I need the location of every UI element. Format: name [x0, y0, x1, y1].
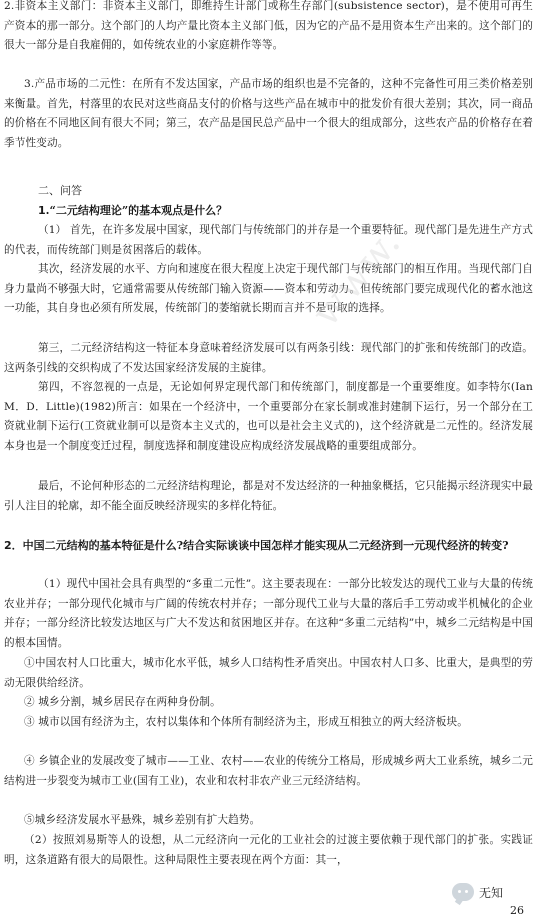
- question-number: 1: [38, 204, 46, 217]
- watermark: www.: [303, 219, 410, 335]
- page-number: 26: [510, 904, 524, 917]
- question-text: ．中国二元结构的基本特征是什么?结合实际谈谈中国怎样才能实现从二元经济到一元现代经济的转变?: [11, 539, 509, 552]
- paragraph-product-market-duality: 3.产品市场的二元性：在所有不发达国家，产品市场的组织也是不完备的，这种不完备性可用三类价格差别来衡量。首先，村落里的农民对这些商品支付的价格与这些产品在城市中的批发价有很大差别；其次，同一商品的价格在不同地区间有很大不同；第三，农产品是国民总产品中一个很大的组成部分，这些农产品的价格存在着季节性变动。: [4, 78, 533, 149]
- question-1-heading: [38, 202, 533, 218]
- section-title: 二、问答: [38, 184, 82, 197]
- q1-paragraph-4: 第四，不容忽视的一点是，无论如何界定现代部门和传统部门，制度都是一个重要维度。如李特尔(Ian M．D．Little)(1982)所言：如果在一个经济中，一个重要部分在家长制或准封建制下运行，另一个部分在工资就业制下运行(工资就业制可以是资本主义式的，也可以是社会主义式的)，这个经济就是二元性的。经济发展本身也是一个制度变迁过程，制度选择和制度建设应构成经济发展战略的重要组成部分。: [4, 381, 533, 452]
- source-label: 无知: [479, 885, 504, 900]
- q1-paragraph-3: 第三，二元经济结构这一特征本身意味着经济发展可以有两条引线：现代部门的扩张和传统部门的改造。这两条引线的交织构成了不发达国家经济发展的主旋律。: [4, 342, 533, 374]
- q1-paragraph-5: 最后，不论何种形态的二元经济结构理论，都是对不发达经济的一种抽象概括，它只能揭示经济现实中最引人注目的轮廓，却不能全面反映经济现实的多样化特征。: [4, 480, 533, 512]
- q2-item-5: ⑤城乡经济发展水平悬殊，城乡差别有扩大趋势。: [24, 814, 261, 826]
- q2-item-1: ①中国农村人口比重大，城市化水平低，城乡人口结构性矛盾突出。中国农村人口多、比重大，是典型的劳动无限供给经济。: [4, 657, 533, 689]
- question-number: 2: [4, 539, 12, 552]
- q2-item-2: ② 城乡分割，城乡居民存在两种身份制。: [24, 696, 221, 708]
- question-2-heading: [4, 536, 533, 556]
- paragraph-non-capitalist-sector: 2.非资本主义部门：非资本主义部门，即维持生计部门或称生存部门(subsistence sector)，是不使用可再生产资本的那一部分。这个部门的人均产量比资本主义部门低，因为它的产品不是用资本生产出来的。这个部门的很大一部分是自我雇佣的，如传统农业的小家庭耕作等等。: [4, 0, 533, 52]
- q1-paragraph-2: 其次，经济发展的水平、方向和速度在很大程度上决定于现代部门与传统部门的相互作用。当现代部门自身力量尚不够强大时，它通常需要从传统部门输入资源——资本和劳动力。但传统部门要完成现代化的蓄水池这一功能，其自身也必须有所发展，传统部门的萎缩就长期而言并不是可取的选择。: [4, 263, 533, 315]
- q2-item-3: ③ 城市以国有经济为主，农村以集体和个体所有制经济为主，形成互相独立的两大经济板块。: [24, 716, 469, 728]
- q2-paragraph-2: （2）按照刘易斯等人的设想，从二元经济向一元化的工业社会的过渡主要依赖于现代部门的扩张。实践证明，这条道路有很大的局限性。这种局限性主要表现在两个方面：其一，: [4, 834, 533, 866]
- q2-item-4: ④ 乡镇企业的发展改变了城市——工业、农村——农业的传统分工格局，形成城乡两大工业系统，城乡二元结构进一步裂变为城市工业(国有工业)，农业和农村非农产业三元经济结构。: [4, 755, 533, 787]
- q1-paragraph-1: （1） 首先，在许多发展中国家，现代部门与传统部门的并存是一个重要特征。现代部门是先进生产方式的代表，而传统部门则是贫困落后的载体。: [4, 224, 533, 256]
- question-text: .“二元结构理论”的基本观点是什么？: [45, 204, 228, 217]
- wechat-icon: [452, 883, 474, 901]
- q2-paragraph-1: （1）现代中国社会具有典型的“多重二元性”。这主要表现在：一部分比较发达的现代工业与大量的传统农业并存；一部分现代化城市与广阔的传统农村并存；一部分现代工业与大量的落后手工劳动或半机械化的企业并存；一部分经济比较发达地区与广大不发达和贫困地区并存。在这种“多重二元结构”中，城乡二元结构是中国的根本国情。: [4, 578, 533, 649]
- source-badge: [452, 883, 503, 901]
